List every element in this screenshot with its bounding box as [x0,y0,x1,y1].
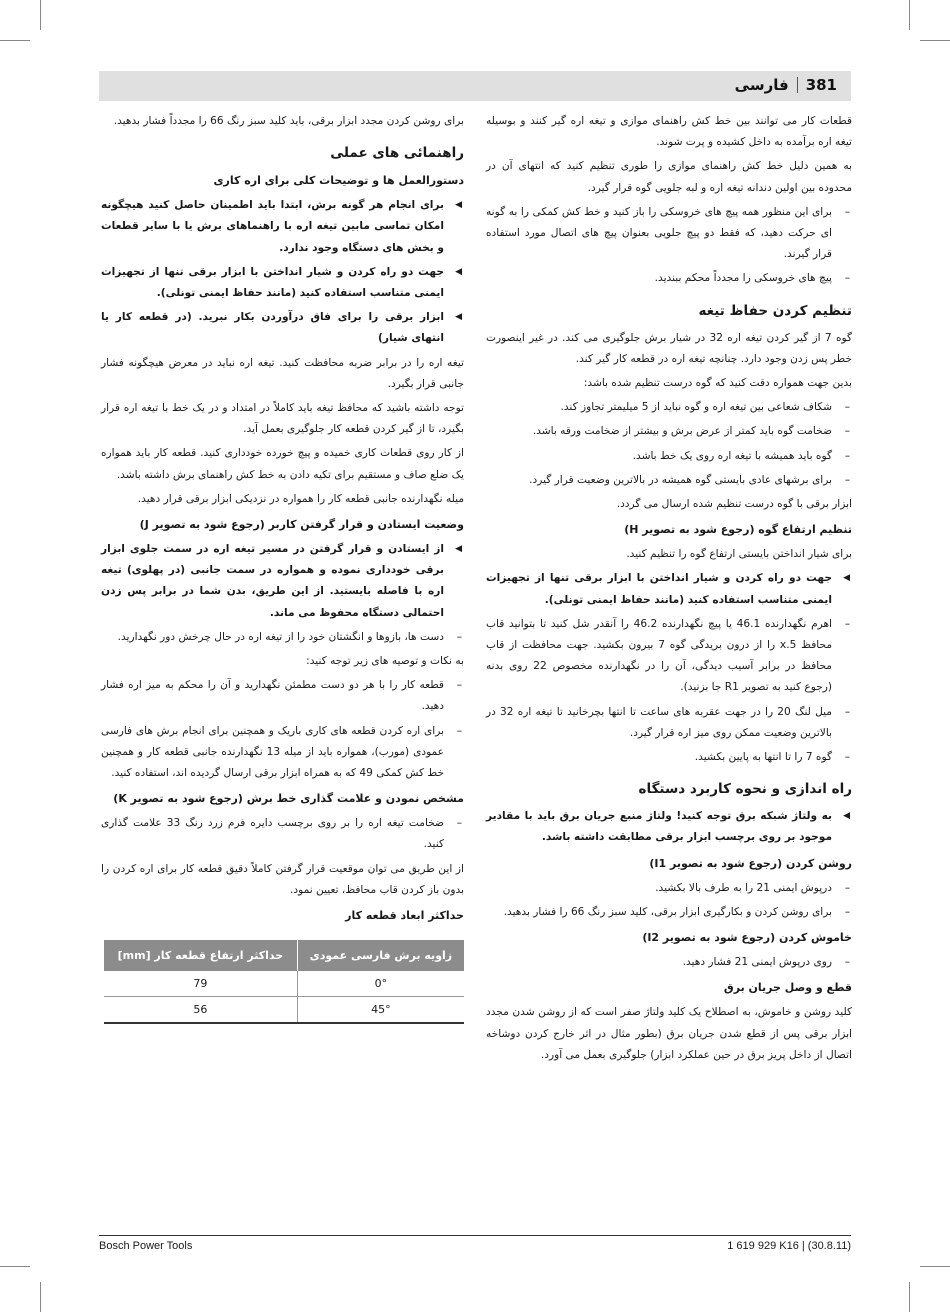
crop-mark [909,0,910,30]
max-workpiece-table [104,940,464,1024]
dash-list-item: – روی درپوش ایمنی 21 فشار دهید. [486,952,852,973]
section-heading: راهنمائی های عملی [330,145,464,162]
paragraph: قطعات کار می توانند بین خط کش راهنمای موازی و تیغه اره گیر کنند و بوسیله تیغه اره برآمده به داخل کشیده و پرت شوند. [486,115,852,149]
dash-list-item: – برای اره کردن قطعه های کاری باریک و همچنین برای انجام برش های فارسی عمودی (مورب)، همواره باید از میله 13 نگهدارنده جانبی قطعه کار و همچنین خط کش کمکی 49 که به همراه ابزار برقی ارسال گردیده اند، استفاده کنید. [101,721,464,785]
footer-rule [99,1235,851,1236]
subsection-heading: قطع و وصل جریان برق [723,981,852,995]
dash-list-item: – گوه 7 را تا انتها به پایین بکشید. [486,747,852,768]
table-header-angle: زاویه برش فارسی عمودی [297,940,464,971]
warning-item: ◀ جهت دو راه کردن و شیار انداختن با ابزار برقی تنها از تجهیزات ایمنی متناسب استفاده کنید (مانند حفاظ ایمنی تونلی). [486,568,852,610]
dash-list-item: – اهرم نگهدارنده 46.1 یا پیچ نگهدارنده 46.2 را آنقدر شل کنید تا بتوانید قاب محافظ 5.x را از درون بریدگی گوه 7 بیرون بکشید. جهت محافظت از قاب محافظ در برابر آسیب دیدگی، آن را در نگهدارنده مخصوص 22 روی بدنه (رجوع کنید به تصویر R1 جا بزنید). [486,614,852,699]
crop-mark [0,1266,30,1267]
paragraph: توجه داشته باشید که محافظ تیغه باید کاملاً در امتداد و در یک خط با تیغه اره قرار بگیرد، تا از گیر کردن قطعه کار جلوگیری بعمل آید. [101,402,464,436]
paragraph: تیغه اره را در برابر ضربه محافظت کنید. تیغه اره نباید در معرض هیچگونه فشار جانبی قرار بگیرد. [101,356,464,390]
warning-item: ◀ برای انجام هر گونه برش، ابتدا باید اطمینان حاصل کنید هیچگونه امکان تماسی مابین تیغه اره با راهنماهای برش یا با سایر قطعات و بخش های دستگاه وجود ندارد. [101,195,464,259]
crop-mark [920,1266,950,1267]
paragraph: از کار روی قطعات کاری خمیده و پیچ خورده خودداری کنید. قطعه کار باید همواره یک ضلع صاف و مستقیم برای تکیه دادن به خط کش راهنمای برش داشته باشد. [101,447,464,481]
page-number: 381 [805,76,837,94]
subsection-heading: مشخص نمودن و علامت گذاری خط برش (رجوع شود به تصویر K) [113,792,464,806]
paragraph: به نکات و توصیه های زیر توجه کنید: [306,655,464,668]
dash-list-item: – پیچ های خروسکی را مجدداً محکم ببندید. [486,268,852,289]
paragraph: بدین جهت همواره دقت کنید که گوه درست تنظیم شده باشد: [583,377,852,390]
paragraph: ابزار برقی با گوه درست تنظیم شده ارسال می گردد. [616,498,852,511]
warning-item: ◀ ابزار برقی را برای فاق درآوردن بکار نبرید. (در قطعه کار یا انتهای شیار) [101,307,464,349]
paragraph: به همین دلیل خط کش راهنمای موازی را طوری تنظیم کنید که انتهای آن در محدوده بین اولین دندانه تیغه اره و لبه جلویی گوه قرار گیرد. [486,160,852,194]
section-heading: تنظیم کردن حفاظ تیغه [698,302,852,319]
paragraph: کلید روشن و خاموش، به اصطلاح یک کلید ولتاژ صفر است که از روشن شدن مجدد ابزار برقی پس از قطع شدن جریان برق (بطور مثال در اثر خارج کردن دوشاخه اتصال از داخل پریز برق در حین عملکرد ابزار) جلوگیری بعمل می آورد. [486,1006,852,1061]
warning-item: ◀ جهت دو راه کردن و شیار انداختن با ابزار برقی تنها از تجهیزات ایمنی متناسب استفاده کنید (مانند حفاظ ایمنی تونلی). [101,262,464,304]
table-cell-height: 56 [104,997,297,1024]
paragraph: برای روشن کردن مجدد ابزار برقی، باید کلید سبز رنگ 66 را مجدداً فشار بدهید. [113,115,464,127]
paragraph: میله نگهدارنده جانبی قطعه کار را همواره در نزدیکی ابزار برقی قرار دهید. [137,492,464,505]
paragraph: گوه 7 از گیر کردن تیغه اره 32 در شیار برش جلوگیری می کند. در غیر اینصورت خطر پس زدن وجود دارد. چنانچه تیغه اره در قطعه کار گیر کند. [486,331,853,365]
dash-list-item: – دست ها، بازوها و انگشتان خود را از تیغه اره در حال چرخش دور نگهدارید. [101,627,464,648]
footer-brand: Bosch Power Tools [99,1240,193,1252]
footer-doc-number: 1 619 929 K16 | (30.8.11) [727,1240,851,1252]
section-heading: راه اندازی و نحوه کاربرد دستگاه [638,781,852,798]
crop-mark [0,40,30,41]
table-row [104,997,464,1024]
table-row [104,971,464,997]
warning-item: ◀ از ایستادن و قرار گرفتن در مسیر تیغه اره در سمت جلوی ابزار برقی خودداری نموده و همواره در سمت جانبی (در پهلوی) تیغه اره با فاصله بایستید. از این طریق، بدن شما در برابر پس زدن احتمالی دستگاه محفوظ می ماند. [101,539,464,624]
dash-list-item: – برای روشن کردن و بکارگیری ابزار برقی، کلید سبز رنگ 66 را فشار بدهید. [486,902,852,923]
subsection-heading: وضعیت ایستادن و قرار گرفتن کاربر (رجوع شود به تصویر J) [139,518,464,532]
dash-list-item: – برای این منظور همه پیچ های خروسکی را باز کنید و خط کش کمکی را به گونه ای حرکت دهید، که فقط دو پیچ جلویی بعنوان پیچ های اتصال مورد استفاده قرار گیرند. [486,202,852,266]
right-column [486,111,852,1069]
subsection-heading: روشن کردن (رجوع شود به تصویر I1) [649,856,852,870]
paragraph: برای شیار انداختن بایستی ارتفاع گوه را تنظیم کنید. [626,548,852,561]
crop-mark [909,1282,910,1312]
dash-list-item: – برای برشهای عادی بایستی گوه همیشه در بالاترین وضعیت قرار گیرد. [486,470,852,491]
dash-list-item: – ضخامت گوه باید کمتر از عرض برش و بیشتر از ضخامت ورقه باشد. [486,421,852,442]
table-cell-height: 79 [104,971,297,997]
dash-list-item: – قطعه کار را با هر دو دست مطمئن نگهدارید و آن را محکم به میز اره فشار دهید. [101,675,464,717]
crop-mark [40,1282,41,1312]
dash-list-item: – شکاف شعاعی بین تیغه اره و گوه نباید از 5 میلیمتر تجاوز کند. [486,397,852,418]
subsection-heading: تنظیم ارتفاع گوه (رجوع شود به تصویر H) [624,523,852,537]
table-header-height: حداکثر ارتفاع قطعه کار [mm] [104,940,297,971]
header-divider [797,77,798,93]
page-header [99,71,851,101]
subsection-heading: دستورالعمل ها و توضیحات کلی برای اره کاری [213,174,464,188]
crop-mark [40,0,41,30]
subsection-heading: خاموش کردن (رجوع شود به تصویر I2) [642,931,852,945]
dash-list-item: – درپوش ایمنی 21 را به طرف بالا بکشید. [486,878,852,899]
dash-list-item: – گوه باید همیشه با تیغه اره روی یک خط باشد. [486,446,852,467]
warning-item: ◀ به ولتاژ شبکه برق توجه کنید! ولتاژ منبع جریان برق باید با مقادیر موجود بر روی برچسب ابزار برقی مطابقت داشته باشد. [486,806,852,848]
dash-list-item: – میل لنگ 20 را در جهت عقربه های ساعت تا انتها بچرخانید تا تیغه اره 32 در بالاترین وضعیت ممکن روی میز اره قرار گیرد. [486,702,852,744]
left-column-body [101,111,464,926]
paragraph: از این طریق می توان موقعیت قرار گرفتن کاملاً دقیق قطعه کار برای اره کردن را بدون باز کردن قاب محافظ، تعیین نمود. [101,862,464,896]
crop-mark [920,40,950,41]
table-cell-angle: 0° [297,971,464,997]
subsection-heading: حداکثر ابعاد قطعه کار [345,909,464,923]
table-cell-angle: 45° [297,997,464,1024]
language-label: فارسی [734,76,789,94]
left-column [101,111,464,1024]
dash-list-item: – ضخامت تیغه اره را بر روی برچسب دایره فرم زرد رنگ 33 علامت گذاری کنید. [101,813,464,855]
